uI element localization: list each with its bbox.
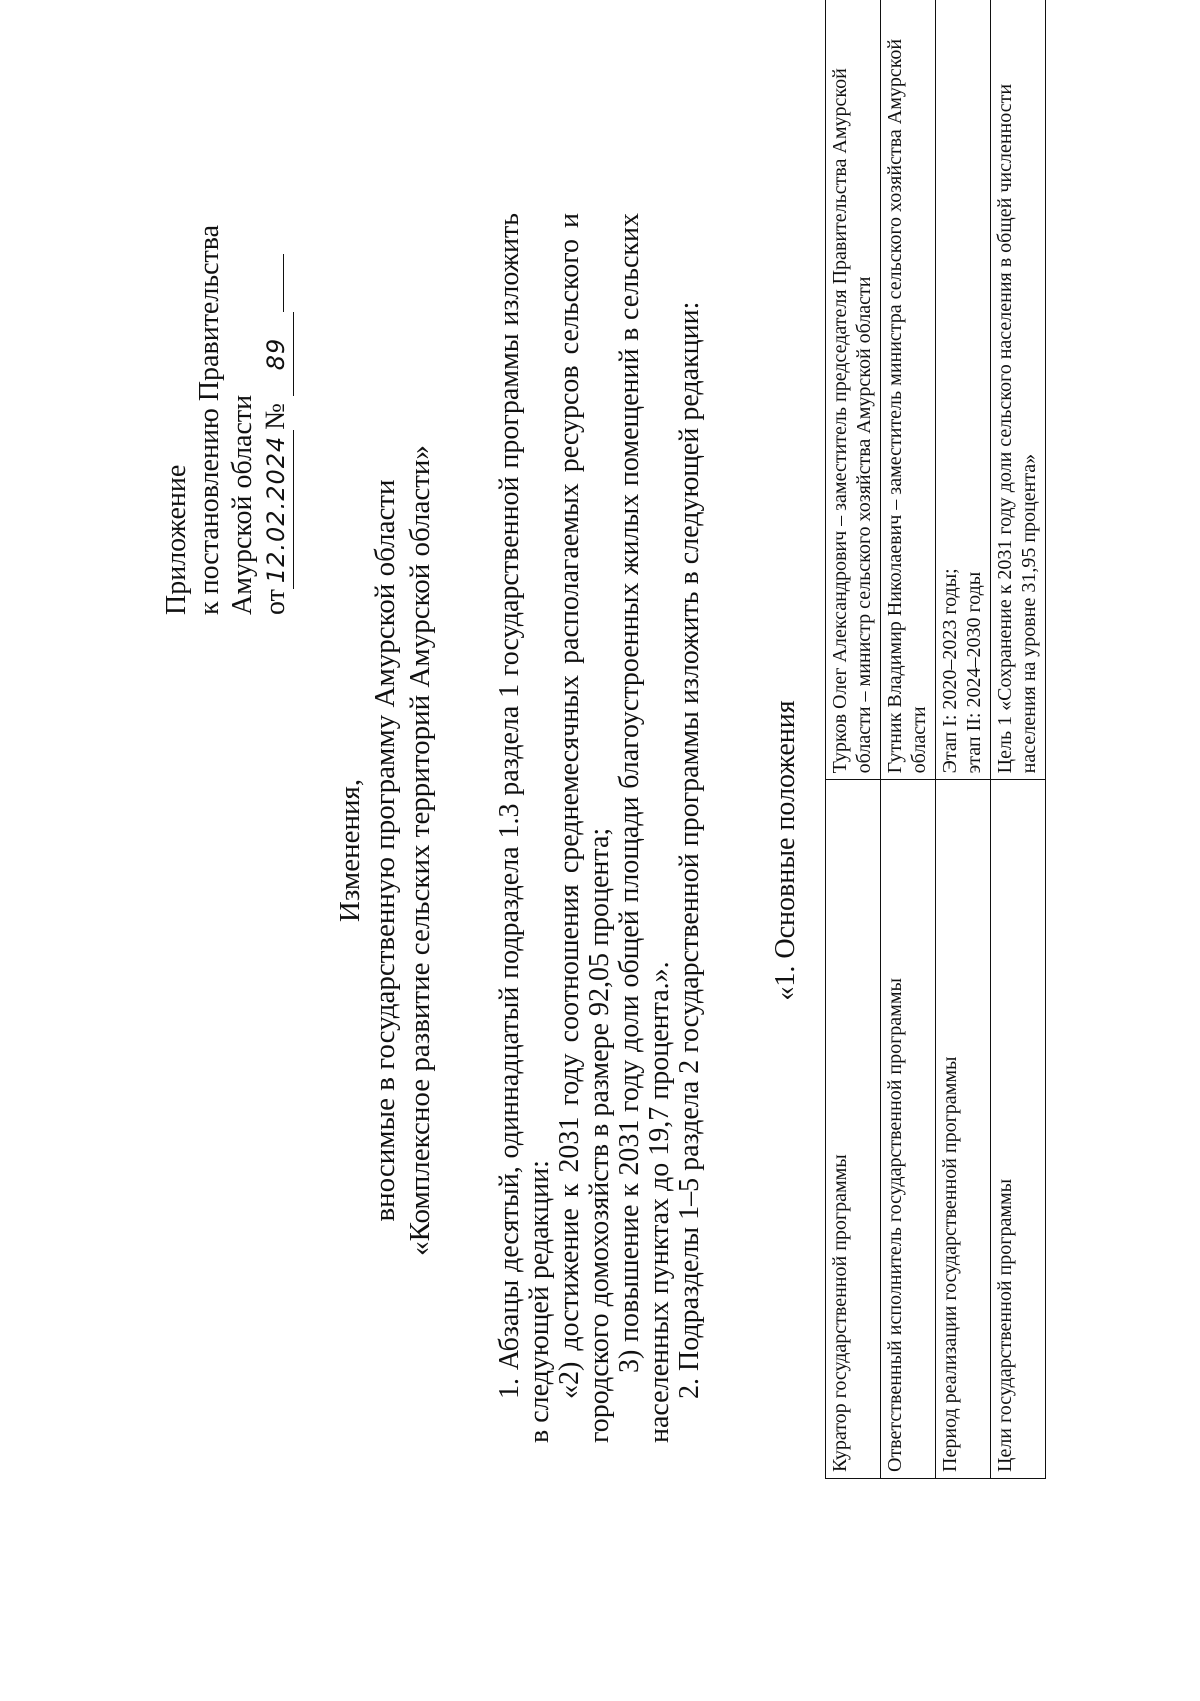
table-row: [881, 0, 936, 1479]
appendix-date-line: [259, 225, 294, 615]
table-cell-label: Период реализации государственной программы: [936, 780, 991, 1479]
appendix-line1: Приложение: [161, 464, 192, 615]
section-heading: «1. Основные положения: [770, 700, 801, 1001]
table-cell-label: Цели государственной программы: [991, 780, 1046, 1479]
main-provisions-table: [825, 0, 1046, 1479]
table-row: [936, 0, 991, 1479]
title-line2: вносимые в государственную программу Амурской области: [369, 479, 401, 1222]
paragraph-4: 2. Подразделы 1–5 раздела 2 государственной программы изложить в следующей редакции:: [674, 301, 705, 1399]
period-stage-2: этап II: 2024–2030 годы: [963, 571, 985, 774]
paragraph-2: «2) достижение к 2031 году соотношения среднемесячных располагаемых ресурсов сельского и городского домохозяйств в размере 92,05 процента;: [554, 213, 615, 1443]
table-cell-value: Турков Олег Александрович – заместитель председателя Правительства Амурской области – министр сельского хозяйства Амурской области: [826, 0, 881, 780]
number-sign: №: [260, 402, 291, 430]
title-line3: «Комплексное развитие сельских территорий Амурской области»: [404, 445, 436, 1256]
table-cell-value: Гутник Владимир Николаевич – заместитель министра сельского хозяйства Амурской области: [881, 0, 936, 780]
date-prefix: от: [260, 589, 291, 615]
title-line1: Изменения,: [334, 778, 366, 923]
handwritten-number: 89: [260, 312, 294, 396]
handwritten-date: 12.02.2024: [260, 430, 294, 589]
period-stage-1: Этап I: 2020–2023 годы;: [939, 568, 961, 774]
paragraph-1: 1. Абзацы десятый, одиннадцатый подраздела 1.3 раздела 1 государственной программы изложить в следующей редакции:: [494, 213, 555, 1443]
table-cell-value: [936, 0, 991, 780]
document-title: [333, 0, 438, 1701]
underline-tail: [261, 254, 284, 312]
appendix-block: [160, 225, 294, 615]
appendix-line2: к постановлению Правительства: [194, 224, 225, 615]
table-row: [826, 0, 881, 1479]
document-body: [495, 213, 705, 1443]
appendix-line3: Амурской области: [227, 394, 258, 615]
table-cell-label: Ответственный исполнитель государственной программы: [881, 780, 936, 1479]
table-cell-label: Куратор государственной программы: [826, 780, 881, 1479]
paragraph-3: 3) повышение к 2031 году доли общей площади благоустроенных жилых помещений в сельских населенных пунктах до 19,7 процента.».: [614, 213, 675, 1443]
table-cell-value: Цель 1 «Сохранение к 2031 году доли сельского населения в общей численности населения на уровне 31,95 процента»: [991, 0, 1046, 780]
table-row: [991, 0, 1046, 1479]
